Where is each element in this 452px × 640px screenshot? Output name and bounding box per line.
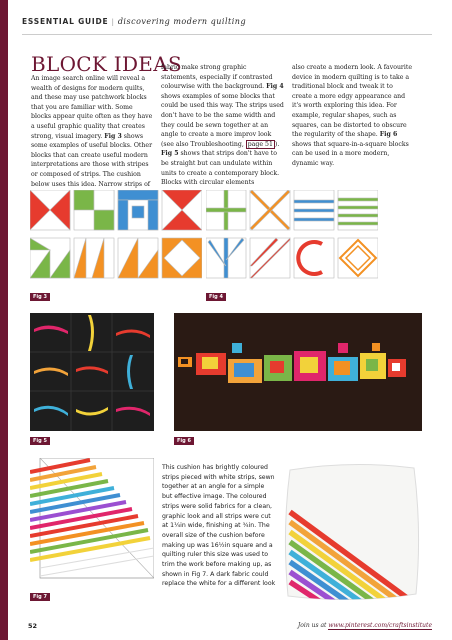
fig3-label: Fig 3 bbox=[30, 293, 50, 301]
page-link[interactable]: page 51 bbox=[247, 140, 273, 148]
col2-text-1: fabric make strong graphic statements, especially if contrasted colourwise with the background. bbox=[161, 64, 273, 91]
col3-text-1: also create a modern look. A favourite device in modern quilting is to take a traditional block and tweak it to create a more edgy appearance and it's worth exploring this idea. For example, regular shapes, such as squares, can be distorted to obscure the regularity of the shape. bbox=[292, 64, 413, 139]
fig6-ref: Fig 6 bbox=[379, 131, 398, 139]
page-title: BLOCK IDEAS bbox=[31, 52, 182, 76]
header-separator: | bbox=[111, 17, 115, 26]
page-footer bbox=[28, 622, 432, 634]
header-subtitle: discovering modern quilting bbox=[117, 17, 247, 26]
body-column-3 bbox=[292, 63, 414, 169]
body-column-1 bbox=[31, 74, 153, 189]
cushion-photo bbox=[280, 456, 424, 606]
footer-join-text: Join us at bbox=[297, 622, 327, 629]
col3-text-2: shows that square-in-a-square blocks can be used in a more modern, dynamic way. bbox=[292, 140, 409, 167]
cushion-caption: This cushion has brightly coloured strips pieced with white strips, sewn together at an angle for a simple but effective image. The coloured strips were solid fabrics for a clean, graphic look and all strips were cut at 1¼in wide, finishing at ¾in. The overall size of the cushion before making up was 16½in square and a quilting ruler this size was used to trim the work before making up, as shown in Fig 7. A dark fabric could replace the white for a different look bbox=[162, 464, 276, 588]
fig4-ref: Fig 4 bbox=[266, 83, 284, 91]
page-edge-bar bbox=[0, 0, 8, 640]
col2-text-4: shows that strips don't have to be straight but can undulate within units to create a contemporary block. Blocks with circular elements bbox=[161, 150, 280, 187]
col2-text-3: ). bbox=[274, 140, 280, 148]
fig6-label: Fig 6 bbox=[174, 437, 194, 445]
header-section: ESSENTIAL GUIDE bbox=[22, 17, 109, 26]
footer-join bbox=[298, 622, 432, 629]
footer-link[interactable]: www.pinterest.com/craftsinstitute bbox=[328, 622, 432, 629]
fig4-label: Fig 4 bbox=[206, 293, 226, 301]
fig7-label: Fig 7 bbox=[30, 593, 50, 601]
fig5-ref: Fig 5 bbox=[161, 150, 179, 158]
fig5-label: Fig 5 bbox=[30, 437, 50, 445]
running-header bbox=[22, 17, 246, 26]
body-column-2 bbox=[161, 63, 285, 188]
fig6-quilt-photo bbox=[174, 313, 422, 431]
fig4-blocks-illustration bbox=[206, 190, 378, 288]
col1-text-2: shows some examples of useful blocks. Other blocks that can create useful modern interpretations are those with stripes or composed of strips. The cushion below uses this idea. Narrow strips of bbox=[31, 132, 153, 188]
fig3-blocks-illustration bbox=[30, 190, 202, 288]
fig3-ref: Fig 3 bbox=[104, 132, 122, 140]
col1-text-1: An image search online will reveal a wealth of designs for modern quilts, and these may use patchwork blocks that you are familiar with. Some blocks appear quite often as they have a useful graphic quality that creates strong, visual imagery. bbox=[31, 75, 153, 140]
fig5-quilt-photo bbox=[30, 313, 154, 431]
col2-text-2: shows examples of some blocks that could be used this way. The strips used don't have to be the same width and they could be sewn together at an angle to create a more improv look (see also Troubleshooting, bbox=[161, 92, 284, 148]
page-number: 52 bbox=[28, 622, 38, 630]
fig7-diagram bbox=[30, 458, 154, 588]
header-rule bbox=[22, 34, 432, 35]
